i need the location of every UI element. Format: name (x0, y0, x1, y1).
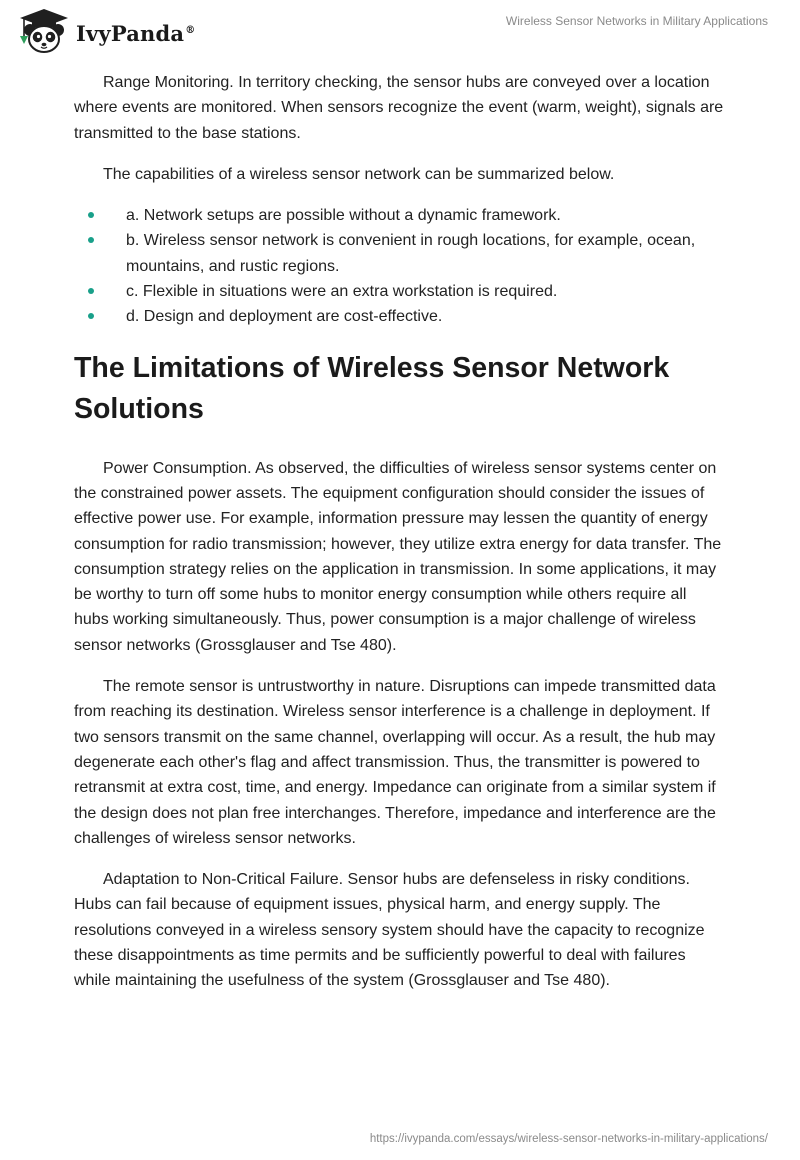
brand-name: IvyPanda® (76, 20, 196, 46)
list-item-text: d. Design and deployment are cost-effective. (126, 308, 443, 326)
paragraph-capabilities-intro: The capabilities of a wireless sensor network can be summarized below. (103, 165, 615, 183)
list-item-text: b. Wireless sensor network is convenient in rough locations, for example, ocean, mountains, and rustic regions. (126, 232, 696, 275)
list-item-text: a. Network setups are possible without a dynamic framework. (126, 207, 561, 225)
bullet-icon (88, 313, 94, 319)
source-url[interactable]: https://ivypanda.com/essays/wireless-sensor-networks-in-military-applications/ (369, 1133, 768, 1145)
bullet-icon (88, 288, 94, 294)
brand-logo[interactable] (14, 6, 195, 56)
paragraph-adaptation-failure: Adaptation to Non-Critical Failure. Sensor hubs are defenseless in risky conditions. Hubs can fail because of equipment issues, physical harm, and energy supply. The resolutions conveyed in a wireless sensory system should have the capacity to recognize these disappointments as time permits and be sufficiently powerful to deal with failures while maintaining the usefulness of the system (Grossglauser and Tse 480). (74, 871, 705, 990)
list-item (74, 279, 724, 304)
paragraph-remote-sensor: The remote sensor is untrustworthy in nature. Disruptions can impede transmitted data from reaching its destination. Wireless sensor interference is a challenge in deployment. If two sensors transmit on the same channel, overlapping will occur. As a result, the hub may degenerate each other's flag and affect transmission. Thus, the transmitter is powered to retransmit at extra cost, time, and energy. Impedance can originate from a similar system if the design does not plan free interchanges. Therefore, impedance and interference are the challenges of wireless sensor networks. (74, 678, 716, 847)
page-header (0, 0, 800, 60)
brand-registered-mark: ® (185, 24, 196, 36)
list-item-text: c. Flexible in situations were an extra workstation is required. (126, 283, 558, 301)
capabilities-list (74, 203, 724, 329)
list-item (74, 203, 724, 228)
paragraph-power-consumption: Power Consumption. As observed, the difficulties of wireless sensor systems center on the constrained power assets. The equipment configuration should consider the issues of effective power use. For example, information pressure may lessen the quantity of energy consumption for radio transmission; however, they utilize extra energy for data transfer. The consumption strategy relies on the application in transmission. In some applications, it may be worthy to turn off some hubs to monitor energy consumption while others require all hubs working simultaneously. Thus, power consumption is a major challenge of wireless sensor networks (Grossglauser and Tse 480). (74, 459, 722, 654)
section-heading-limitations: The Limitations of Wireless Sensor Network Solutions (74, 351, 670, 425)
bullet-icon (88, 212, 94, 218)
document-title: Wireless Sensor Networks in Military Applications (505, 14, 768, 28)
list-item (74, 228, 724, 279)
essay-body (74, 70, 724, 1010)
paragraph-range-monitoring: Range Monitoring. In territory checking, the sensor hubs are conveyed over a location where events are monitored. When sensors recognize the event (warm, weight), signals are transmitted to the base stations. (74, 74, 724, 142)
bullet-icon (88, 237, 94, 243)
list-item (74, 304, 724, 329)
panda-graduate-icon (14, 6, 70, 56)
